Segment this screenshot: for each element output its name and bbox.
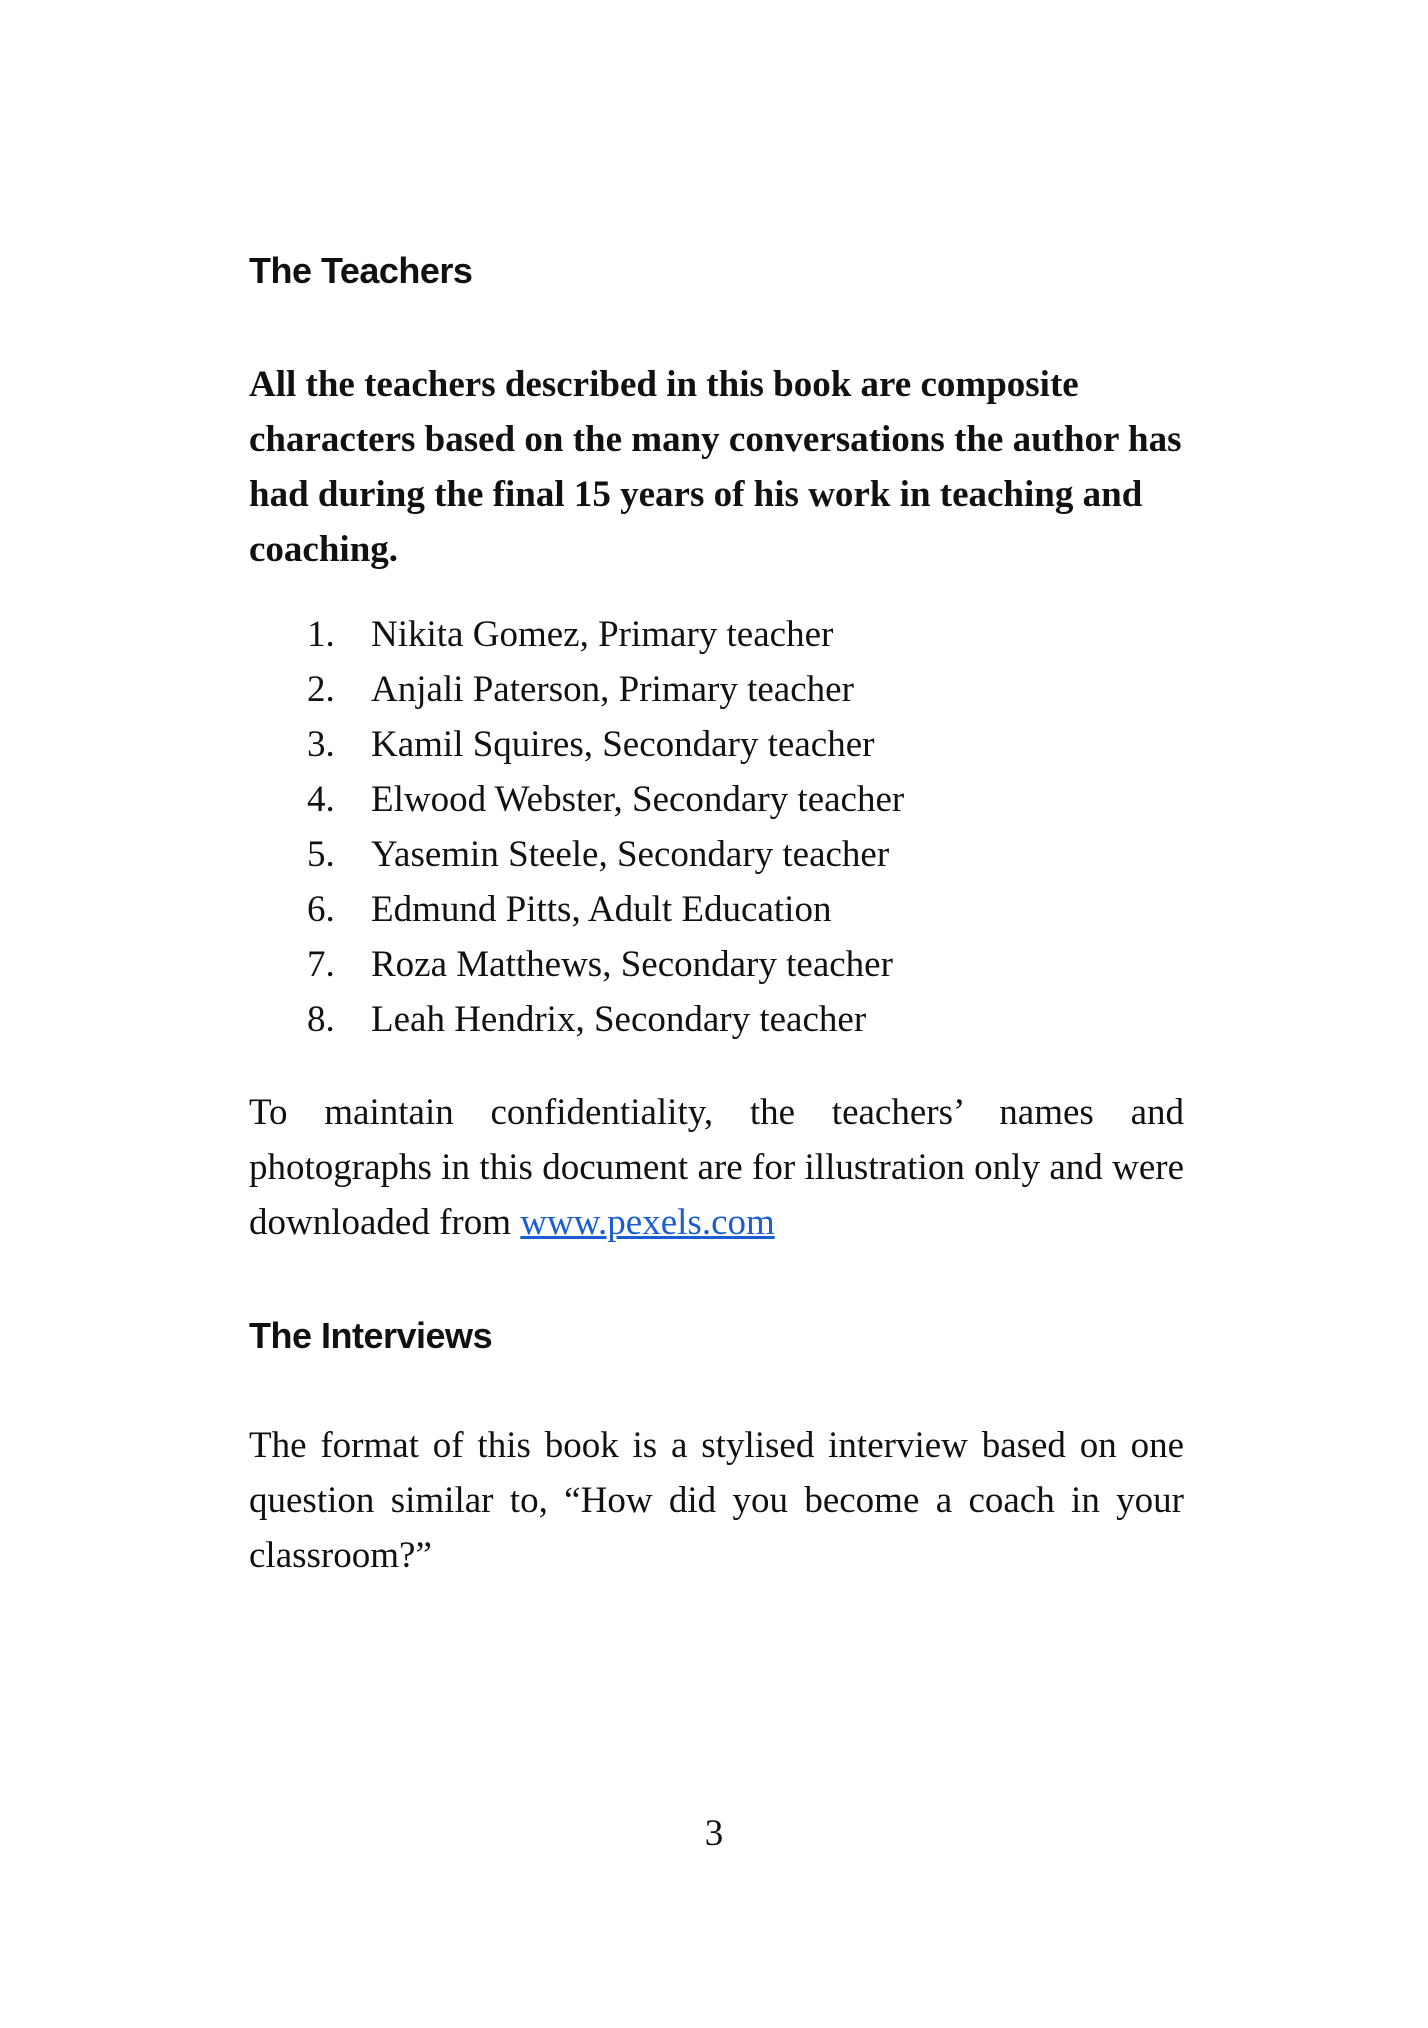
list-item [249, 992, 1184, 1047]
teacher-entry: Roza Matthews, Secondary teacher [371, 944, 893, 985]
list-number: 7. [307, 944, 335, 985]
list-number: 1. [307, 614, 335, 655]
list-number: 3. [307, 724, 335, 765]
list-item [249, 772, 1184, 827]
list-number: 5. [307, 834, 335, 875]
teacher-entry: Yasemin Steele, Secondary teacher [371, 834, 890, 875]
heading-the-teachers: The Teachers [249, 250, 473, 291]
pexels-link[interactable]: www.pexels.com [520, 1202, 775, 1243]
list-number: 4. [307, 779, 335, 820]
list-item [249, 717, 1184, 772]
list-item [249, 662, 1184, 717]
teacher-entry: Anjali Paterson, Primary teacher [371, 669, 854, 710]
page-number: 3 [704, 1813, 724, 1854]
heading-the-interviews: The Interviews [249, 1315, 493, 1356]
list-item [249, 937, 1184, 992]
list-number: 2. [307, 669, 335, 710]
intro-paragraph: All the teachers described in this book are composite characters based on the many conversations the author has had during the final 15 years of his work in teaching and coaching. [249, 364, 1182, 570]
interviews-paragraph: The format of this book is a stylised interview based on one question similar to, “How did you become a coach in your classroom?” [249, 1425, 1184, 1576]
list-number: 8. [307, 999, 335, 1040]
teacher-list [249, 607, 1184, 1047]
confidentiality-paragraph [249, 1085, 1184, 1250]
teacher-entry: Edmund Pitts, Adult Education [371, 889, 832, 930]
teacher-entry: Kamil Squires, Secondary teacher [371, 724, 875, 765]
list-item [249, 882, 1184, 937]
confidentiality-text: To maintain confidentiality, the teachers’ names and photographs in this document are for illustration only and were downloaded from [249, 1092, 1184, 1243]
teacher-entry: Nikita Gomez, Primary teacher [371, 614, 834, 655]
list-item [249, 607, 1184, 662]
teacher-entry: Leah Hendrix, Secondary teacher [371, 999, 867, 1040]
list-item [249, 827, 1184, 882]
teacher-entry: Elwood Webster, Secondary teacher [371, 779, 905, 820]
list-number: 6. [307, 889, 335, 930]
